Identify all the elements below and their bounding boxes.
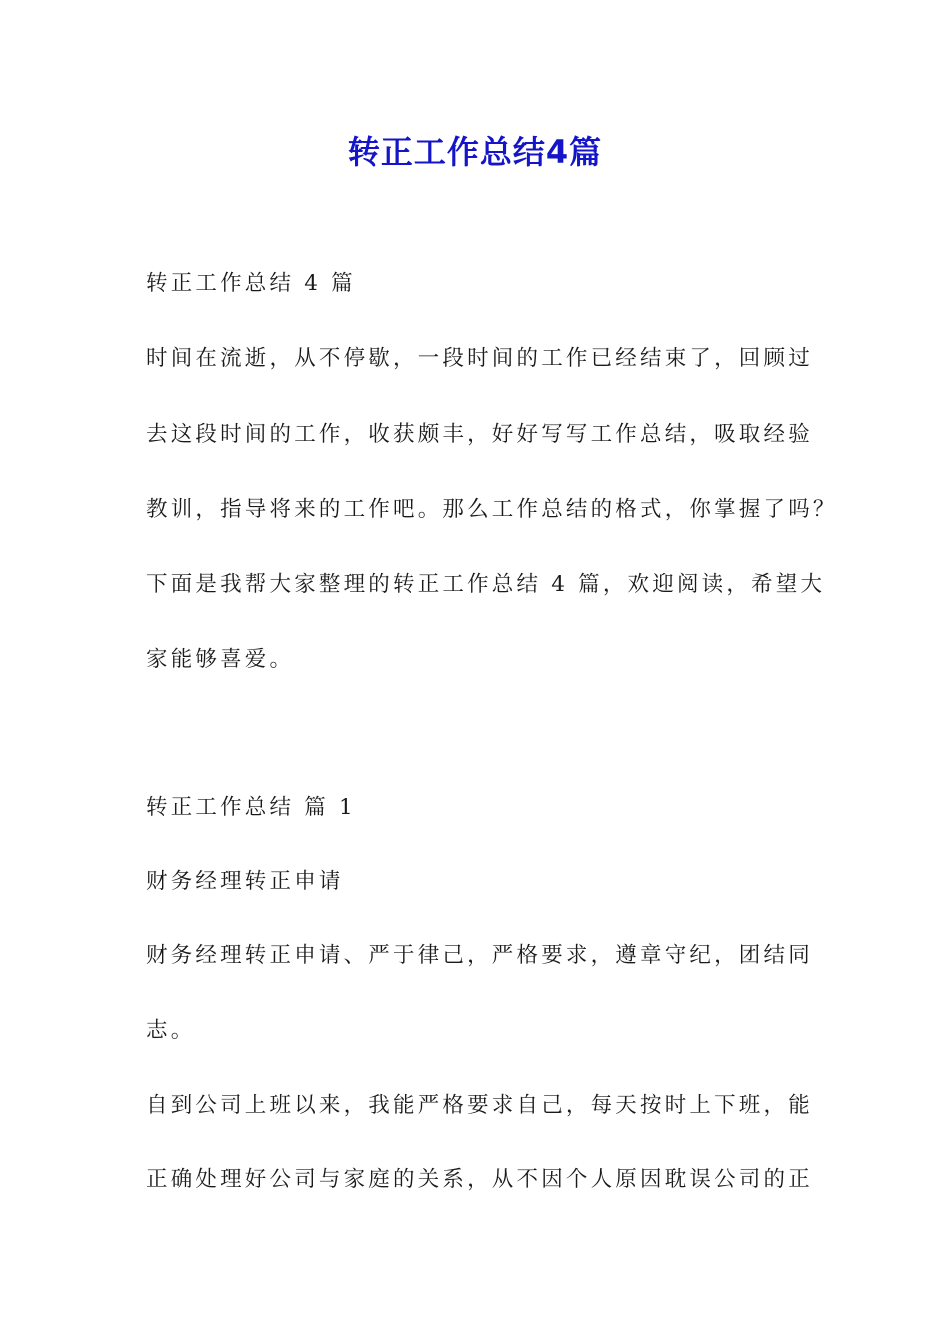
paragraph-line: 自到公司上班以来，我能严格要求自己，每天按时上下班，能	[146, 1093, 813, 1118]
intro-heading: 转正工作总结 4 篇	[146, 271, 356, 296]
paragraph-line: 家能够喜爱。	[146, 647, 295, 672]
paragraph-line: 时间在流逝，从不停歇，一段时间的工作已经结束了，回顾过	[146, 346, 813, 371]
document-title: 转正工作总结4篇	[347, 133, 603, 171]
paragraph-line: 正确处理好公司与家庭的关系，从不因个人原因耽误公司的正	[146, 1167, 813, 1192]
subsection-heading: 财务经理转正申请	[146, 869, 344, 894]
paragraph-line: 下面是我帮大家整理的转正工作总结 4 篇，欢迎阅读，希望大	[146, 572, 826, 597]
paragraph-line: 财务经理转正申请、严于律己，严格要求，遵章守纪，团结同	[146, 943, 813, 968]
paragraph-line: 去这段时间的工作，收获颇丰，好好写写工作总结，吸取经验	[146, 422, 813, 447]
section-heading: 转正工作总结 篇 1	[146, 795, 356, 820]
paragraph-line: 教训，指导将来的工作吧。那么工作总结的格式，你掌握了吗？	[146, 497, 838, 522]
paragraph-line: 志。	[146, 1018, 196, 1043]
